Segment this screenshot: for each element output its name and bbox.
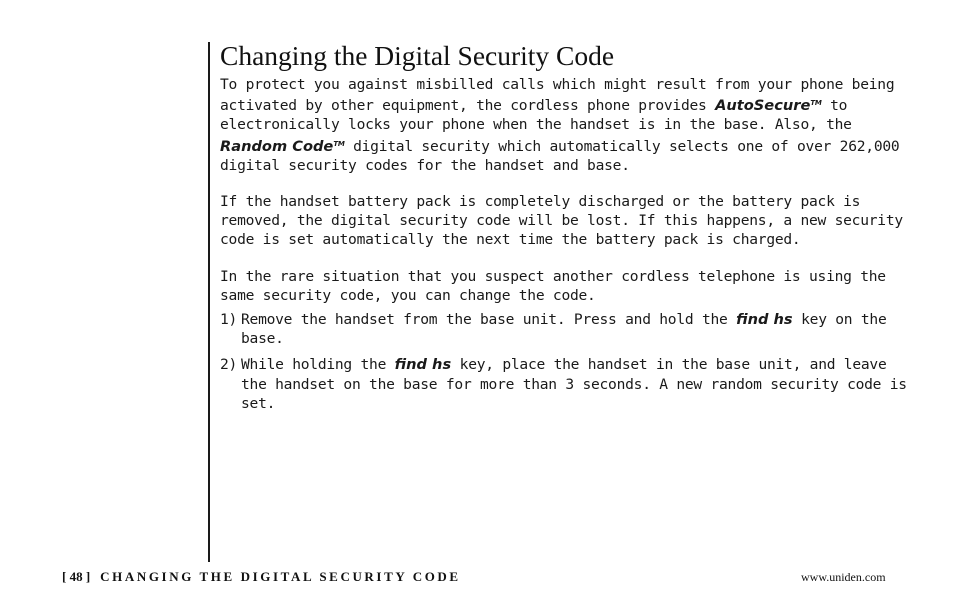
intro-text-1: To protect you against misbilled calls which might result from your phone being activated by other equipment, the cordless phone provides <box>220 76 895 115</box>
find-hs-key: find hs <box>736 311 793 329</box>
page-title: Changing the Digital Security Code <box>220 40 615 71</box>
autosecure-brand: AutoSecure <box>715 97 811 115</box>
website-url[interactable]: www.uniden.com <box>801 570 886 584</box>
intro-paragraph <box>220 75 910 175</box>
find-hs-key: find hs <box>394 356 452 374</box>
vertical-rule <box>208 42 210 562</box>
intro-text-2: to electronically locks your phone when the handset is in the base. Also, the <box>220 97 852 134</box>
step-text: Remove the handset from the base unit. Press and hold the <box>241 311 737 329</box>
steps-list <box>220 310 910 413</box>
rare-situation-paragraph: In the rare situation that you suspect another cordless telephone is using the same security code, you can change the code. <box>220 267 886 304</box>
trademark-2: TM <box>333 139 345 148</box>
footer-section <box>62 569 461 585</box>
section-title: CHANGING THE DIGITAL SECURITY CODE <box>100 569 461 584</box>
main-content <box>220 40 910 420</box>
random-code-brand: Random Code <box>220 137 334 155</box>
intro-text-3: digital security which automatically selects one of over 262,000 digital security codes for the handset and base. <box>220 137 900 174</box>
page-number: [ 48 ] <box>62 569 91 584</box>
step-text: key on the base. <box>241 311 887 348</box>
trademark-1: TM <box>810 99 822 108</box>
battery-paragraph: If the handset battery pack is completely discharged or the battery pack is removed, the digital security code will be lost. If this happens, a new security code is set automatically the next time the battery pack is charged. <box>220 193 903 249</box>
step-number: 1) <box>220 311 238 329</box>
step-text: While holding the <box>241 356 395 374</box>
step-number: 2) <box>220 356 238 374</box>
step-item <box>220 355 910 413</box>
step-item <box>220 310 910 348</box>
step-text: key, place the handset in the base unit, and leave the handset on the base for more than 3 seconds. A new random security code is set. <box>241 356 907 412</box>
